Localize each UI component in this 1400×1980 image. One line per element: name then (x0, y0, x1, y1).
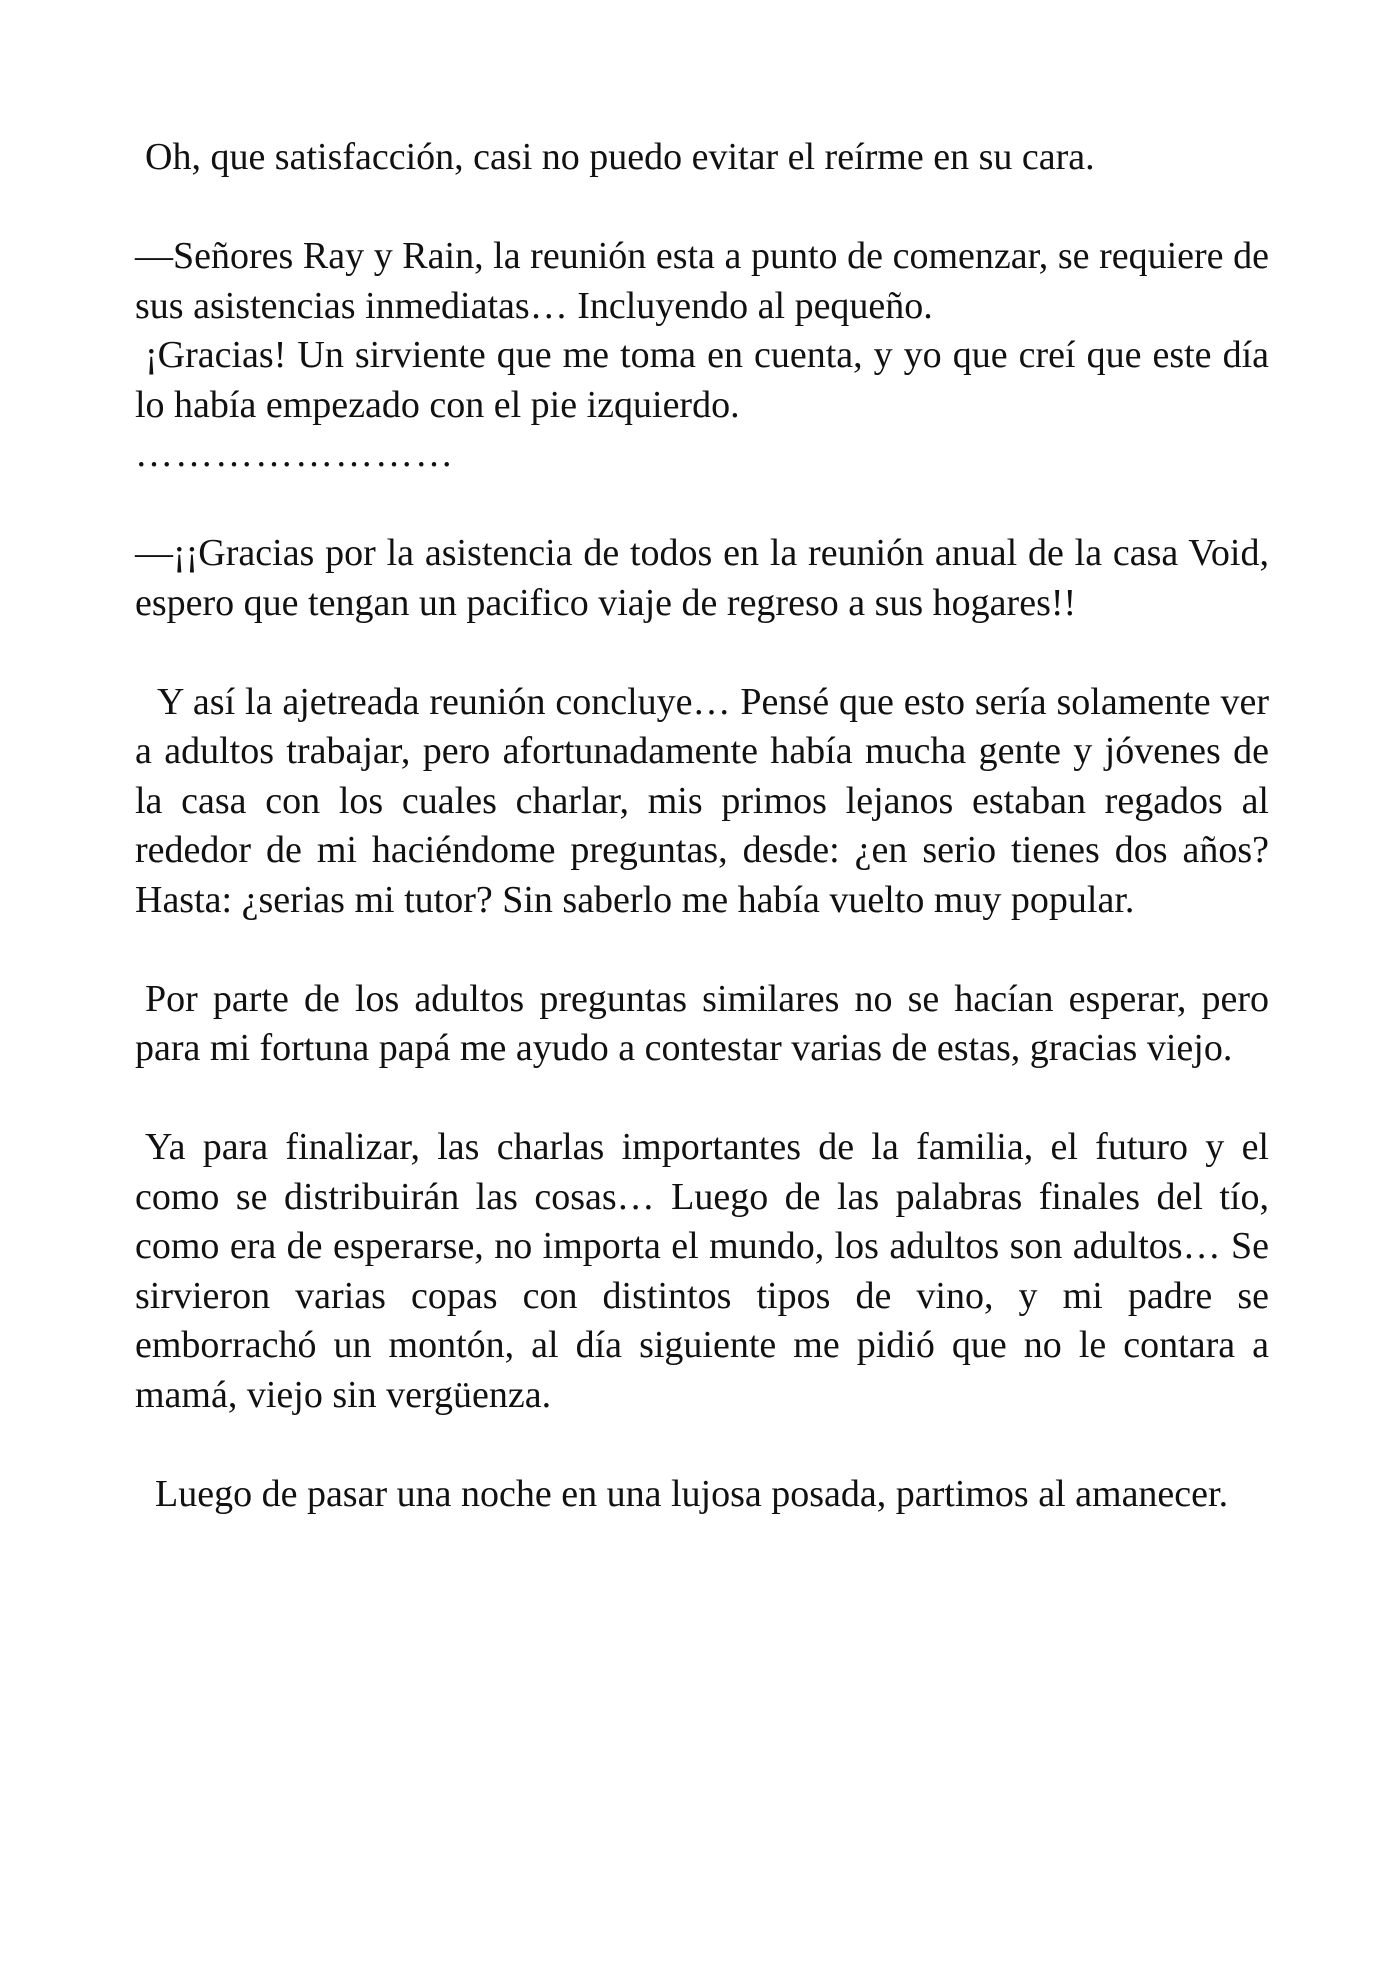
paragraph-departure: Luego de pasar una noche en una lujosa posada, partimos al amanecer. (155, 1472, 1229, 1515)
paragraph-adult-questions: Por parte de los adultos preguntas similares no se hacían esperar, pero para mi fortuna papá me ayudo a contestar varias de estas, gracias viejo. (135, 977, 1269, 1069)
paragraph-gratitude: ¡Gracias! Un sirviente que me toma en cuenta, y yo que creí que este día lo había empezado con el pie izquierdo. (135, 334, 1269, 426)
paragraph-meeting-closing: —¡¡Gracias por la asistencia de todos en la reunión anual de la casa Void, espero que tengan un pacifico viaje de regreso a sus hogares!! (135, 532, 1269, 624)
paragraph-meeting-concludes: Y así la ajetreada reunión concluye… Pensé que esto sería solamente ver a adultos trabajar, pero afortunadamente había mucha gente y jóvenes de la casa con los cuales charlar, mis primos lejanos estaban regados al rededor de mi haciéndome preguntas, desde: ¿en serio tienes dos años? Hasta: ¿serias mi tutor? Sin saberlo me había vuelto muy popular. (135, 680, 1269, 921)
scene-separator: …………………… (135, 433, 455, 475)
paragraph-servant-announcement: —Señores Ray y Rain, la reunión esta a punto de comenzar, se requiere de sus asistencias inmediatas… Incluyendo al pequeño. (135, 235, 1269, 327)
paragraph-satisfaction: Oh, que satisfacción, casi no puedo evitar el reírme en su cara. (145, 136, 1095, 178)
paragraph-family-talks: Ya para finalizar, las charlas importantes de la familia, el futuro y el como se distribuirán las cosas… Luego de las palabras finales del tío, como era de esperarse, no importa el mundo, los adultos son adultos… Se sirvieron varias copas con distintos tipos de vino, y mi padre se emborrachó un montón, al día siguiente me pidió que no le contara a mamá, viejo sin vergüenza. (135, 1126, 1269, 1416)
document-body (135, 133, 1269, 1519)
